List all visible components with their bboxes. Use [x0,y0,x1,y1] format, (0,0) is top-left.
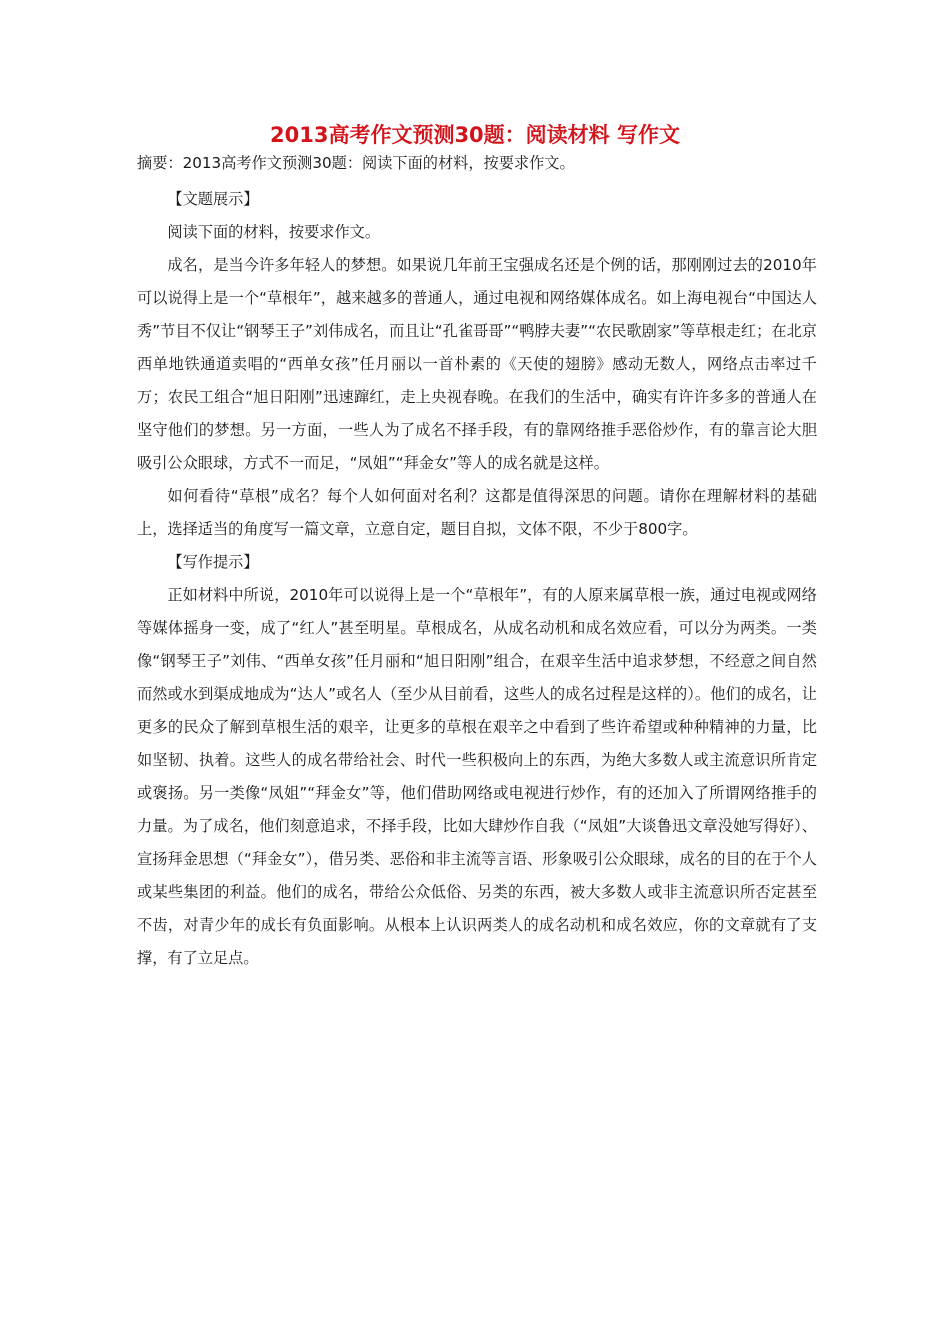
section-heading-tips: 【写作提示】 [167,553,259,571]
tips-paragraph: 正如材料中所说，2010年可以说得上是一个“草根年”，有的人原来属草根一族，通过电视或网络等媒体摇身一变，成了“红人”甚至明星。草根成名，从成名动机和成名效应看，可以分为两类。一类像“钢琴王子”刘伟、“西单女孩”任月丽和“旭日阳刚”组合，在艰辛生活中追求梦想，不经意之间自然而然或水到渠成地成为“达人”或名人（至少从目前看，这些人的成名过程是这样的）。他们的成名，让更多的民众了解到草根生活的艰辛，让更多的草根在艰辛之中看到了些许希望或种种精神的力量，比如坚韧、执着。这些人的成名带给社会、时代一些积极向上的东西，为绝大多数人或主流意识所肯定或褒扬。另一类像“凤姐”“拜金女”等，他们借助网络或电视进行炒作，有的还加入了所谓网络推手的力量。为了成名，他们刻意追求，不择手段，比如大肆炒作自我（“凤姐”大谈鲁迅文章没她写得好）、宣扬拜金思想（“拜金女”），借另类、恶俗和非主流等言语、形象吸引公众眼球，成名的目的在于个人或某些集团的利益。他们的成名，带给公众低俗、另类的东西，被大多数人或非主流意识所否定甚至不齿，对青少年的成长有负面影响。从根本上认识两类人的成名动机和成名效应，你的文章就有了支撑，有了立足点。 [137,586,817,967]
material-paragraph: 成名，是当今许多年轻人的梦想。如果说几年前王宝强成名还是个例的话，那刚刚过去的2010年可以说得上是一个“草根年”，越来越多的普通人，通过电视和网络媒体成名。如上海电视台“中国达人秀”节目不仅让“钢琴王子”刘伟成名，而且让“孔雀哥哥”“鸭脖夫妻”“农民歌剧家”等草根走红；在北京西单地铁通道卖唱的“西单女孩”任月丽以一首朴素的《天使的翅膀》感动无数人，网络点击率过千万；农民工组合“旭日阳刚”迅速蹿红，走上央视春晚。在我们的生活中，确实有许许多多的普通人在坚守他们的梦想。另一方面，一些人为了成名不择手段，有的靠网络推手恶俗炒作，有的靠言论大胆吸引公众眼球，方式不一而足，“凤姐”“拜金女”等人的成名就是这样。 [137,256,817,472]
section-heading-topic: 【文题展示】 [167,190,259,208]
abstract-paragraph: 摘要：2013高考作文预测30题：阅读下面的材料，按要求作文。 [137,154,575,172]
question-paragraph: 如何看待“草根”成名？每个人如何面对名利？这都是值得深思的问题。请你在理解材料的基础上，选择适当的角度写一篇文章，立意自定，题目自拟，文体不限，不少于800字。 [137,487,817,538]
document-body [137,147,817,975]
instruction-paragraph: 阅读下面的材料，按要求作文。 [167,223,381,241]
document-title: 2013高考作文预测30题：阅读材料 写作文 [270,123,680,147]
